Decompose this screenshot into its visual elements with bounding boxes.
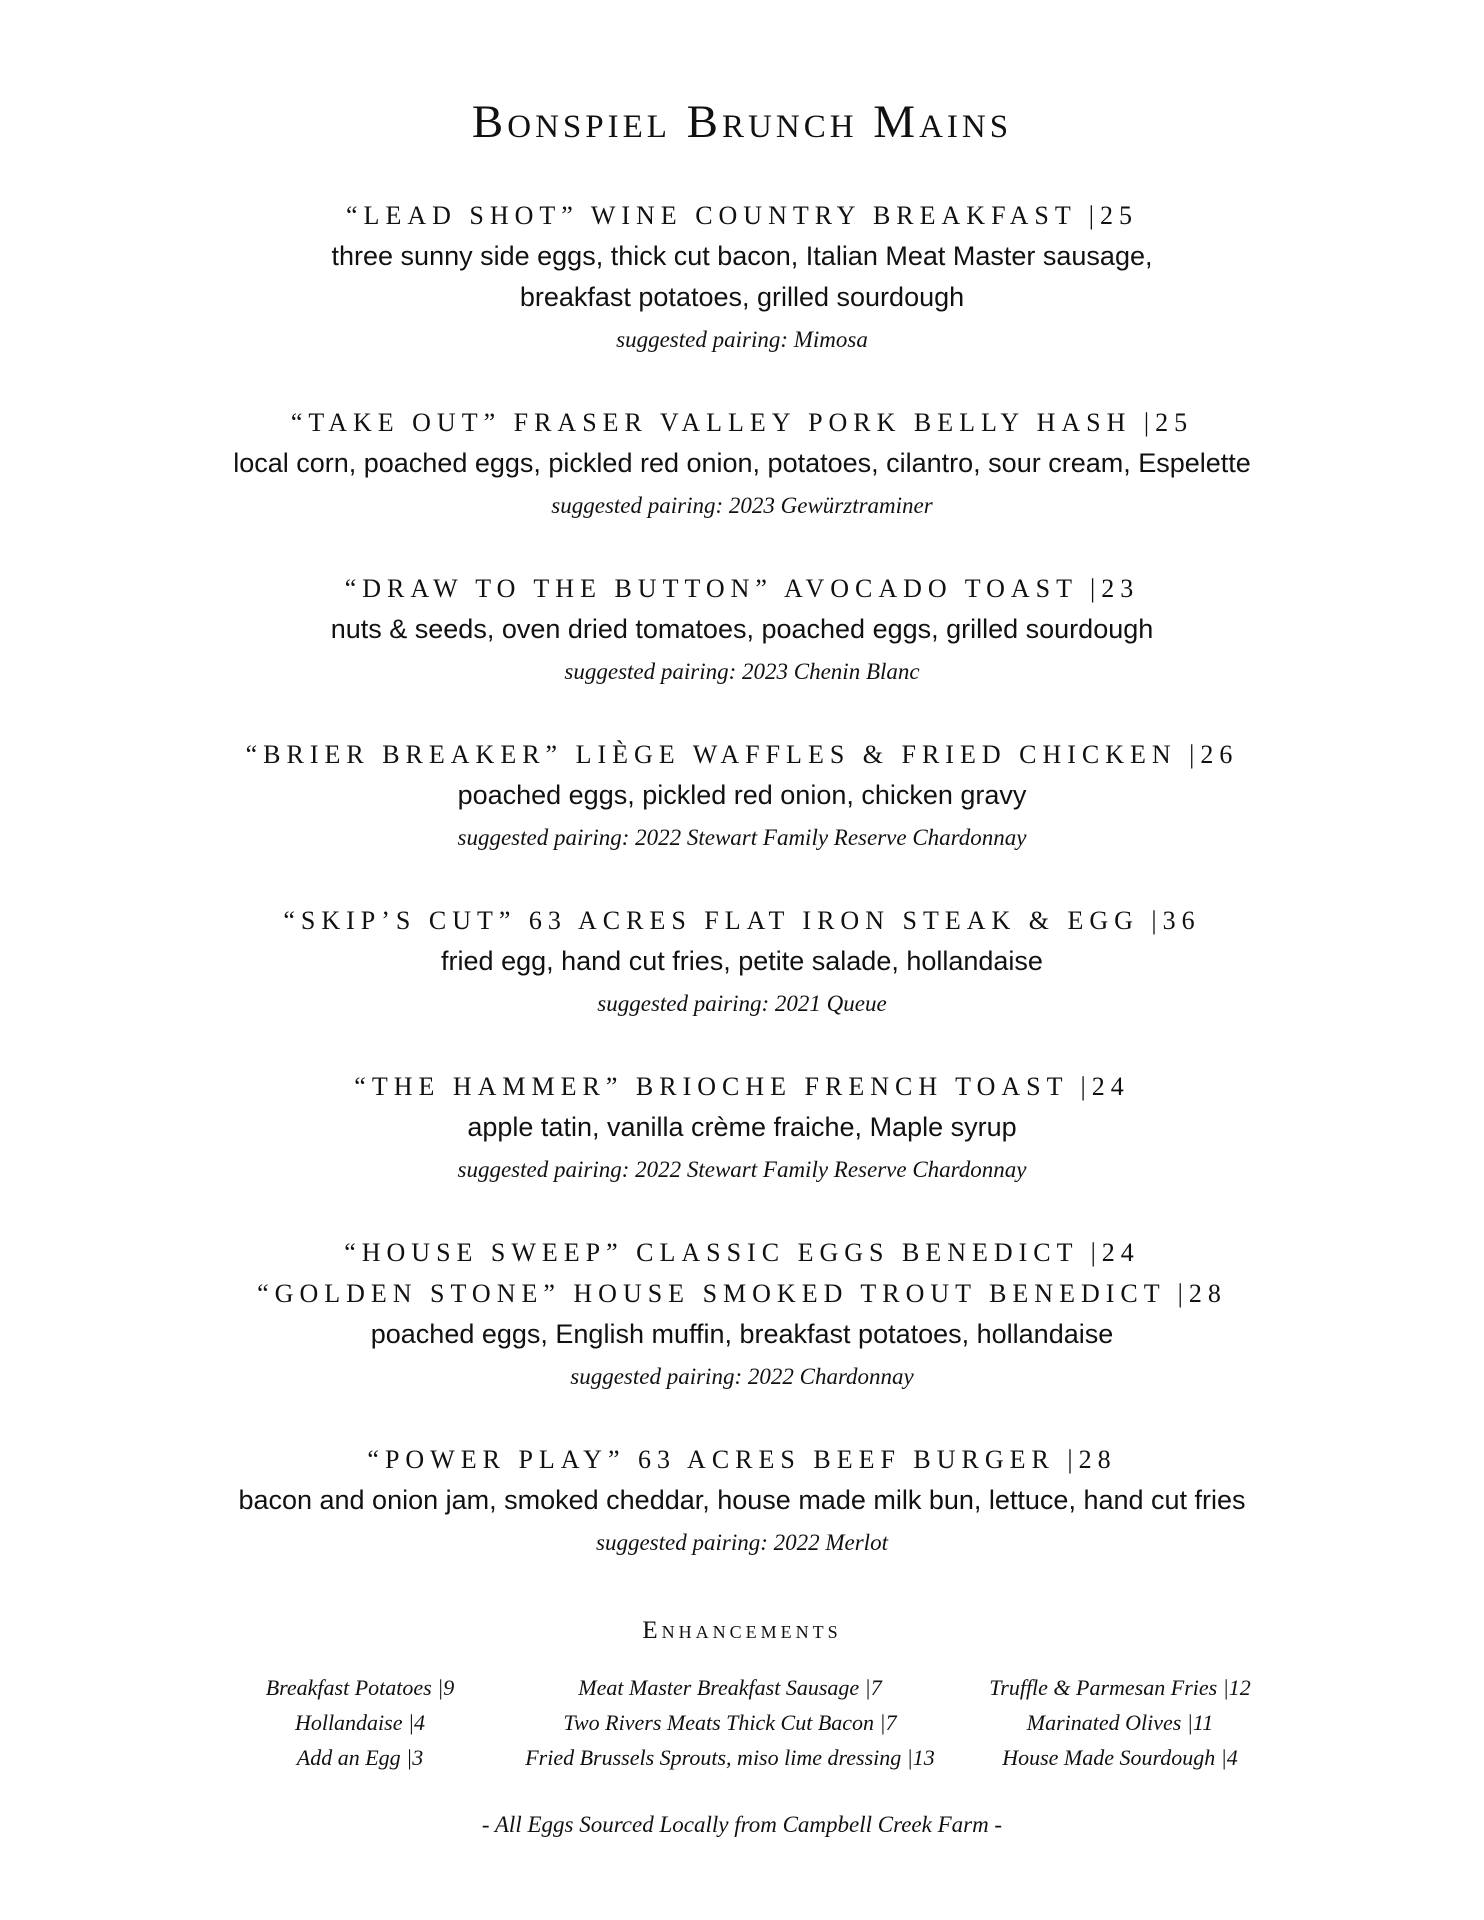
enhancement-item: Meat Master Breakfast Sausage |7 [578, 1675, 882, 1700]
item-pairing: suggested pairing: 2021 Queue [597, 991, 887, 1016]
enhancement-item: Hollandaise |4 [294, 1710, 426, 1735]
menu-item-skips-cut [0, 900, 1484, 1026]
menu-item-benedicts [0, 1232, 1484, 1399]
item-description: poached eggs, English muffin, breakfast potatoes, hollandaise [370, 1319, 1114, 1349]
footer-note: - All Eggs Sourced Locally from Campbell Creek Farm - [481, 1812, 1003, 1837]
item-pairing: suggested pairing: 2022 Chardonnay [570, 1364, 914, 1389]
item-pairing: suggested pairing: 2022 Merlot [596, 1530, 888, 1555]
enhancement-item: Fried Brussels Sprouts, miso lime dressing |13 [525, 1745, 935, 1770]
item-name: “HOUSE SWEEP” CLASSIC EGGS BENEDICT |24 [344, 1238, 1140, 1267]
item-name: “THE HAMMER” BRIOCHE FRENCH TOAST |24 [354, 1072, 1130, 1101]
enhancement-item: Truffle & Parmesan Fries |12 [989, 1675, 1251, 1700]
menu-item-draw-to-the-button [0, 568, 1484, 694]
menu-item-take-out [0, 402, 1484, 528]
item-pairing: suggested pairing: 2023 Gewürztraminer [551, 493, 933, 518]
item-description: nuts & seeds, oven dried tomatoes, poached eggs, grilled sourdough [330, 614, 1154, 644]
item-name: “BRIER BREAKER” LIÈGE WAFFLES & FRIED CHICKEN |26 [245, 740, 1239, 769]
item-description: fried egg, hand cut fries, petite salade, hollandaise [441, 946, 1043, 976]
enhancement-item: House Made Sourdough |4 [1002, 1745, 1238, 1770]
enhancement-item: Two Rivers Meats Thick Cut Bacon |7 [563, 1710, 897, 1735]
item-name: “DRAW TO THE BUTTON” AVOCADO TOAST |23 [344, 574, 1140, 603]
item-pairing: suggested pairing: 2023 Chenin Blanc [564, 659, 920, 684]
enhancement-item: Add an Egg |3 [296, 1745, 424, 1770]
item-name-secondary: “GOLDEN STONE” HOUSE SMOKED TROUT BENEDICT |28 [257, 1279, 1227, 1308]
item-description: poached eggs, pickled red onion, chicken gravy [457, 780, 1027, 810]
enhancement-item: Breakfast Potatoes |9 [265, 1675, 455, 1700]
enhancements-column [485, 1670, 975, 1775]
item-name: “TAKE OUT” FRASER VALLEY PORK BELLY HASH |25 [290, 408, 1194, 437]
item-description: three sunny side eggs, thick cut bacon, Italian Meat Master sausage, [331, 241, 1153, 271]
menu-item-the-hammer [0, 1066, 1484, 1192]
enhancement-item: Marinated Olives |11 [1026, 1710, 1214, 1735]
item-pairing: suggested pairing: 2022 Stewart Family Reserve Chardonnay [457, 825, 1027, 850]
enhancements-column [960, 1670, 1280, 1775]
item-description: local corn, poached eggs, pickled red onion, potatoes, cilantro, sour cream, Espelette [233, 448, 1251, 478]
menu-title: Bonspiel Brunch Mains [471, 96, 1013, 148]
item-description: apple tatin, vanilla crème fraiche, Maple syrup [467, 1112, 1017, 1142]
enhancements-title: Enhancements [642, 1617, 842, 1644]
menu-item-brier-breaker [0, 734, 1484, 860]
item-pairing: suggested pairing: 2022 Stewart Family Reserve Chardonnay [457, 1157, 1027, 1182]
item-description: bacon and onion jam, smoked cheddar, house made milk bun, lettuce, hand cut fries [238, 1485, 1246, 1515]
menu-item-power-play [0, 1439, 1484, 1565]
item-name: “SKIP’S CUT” 63 ACRES FLAT IRON STEAK & EGG |36 [283, 906, 1201, 935]
menu-item-lead-shot [0, 195, 1484, 362]
enhancements-column [210, 1670, 510, 1775]
item-name: “LEAD SHOT” WINE COUNTRY BREAKFAST |25 [346, 201, 1138, 230]
item-pairing: suggested pairing: Mimosa [616, 327, 868, 352]
item-name: “POWER PLAY” 63 ACRES BEEF BURGER |28 [367, 1445, 1117, 1474]
item-description: breakfast potatoes, grilled sourdough [519, 282, 965, 312]
